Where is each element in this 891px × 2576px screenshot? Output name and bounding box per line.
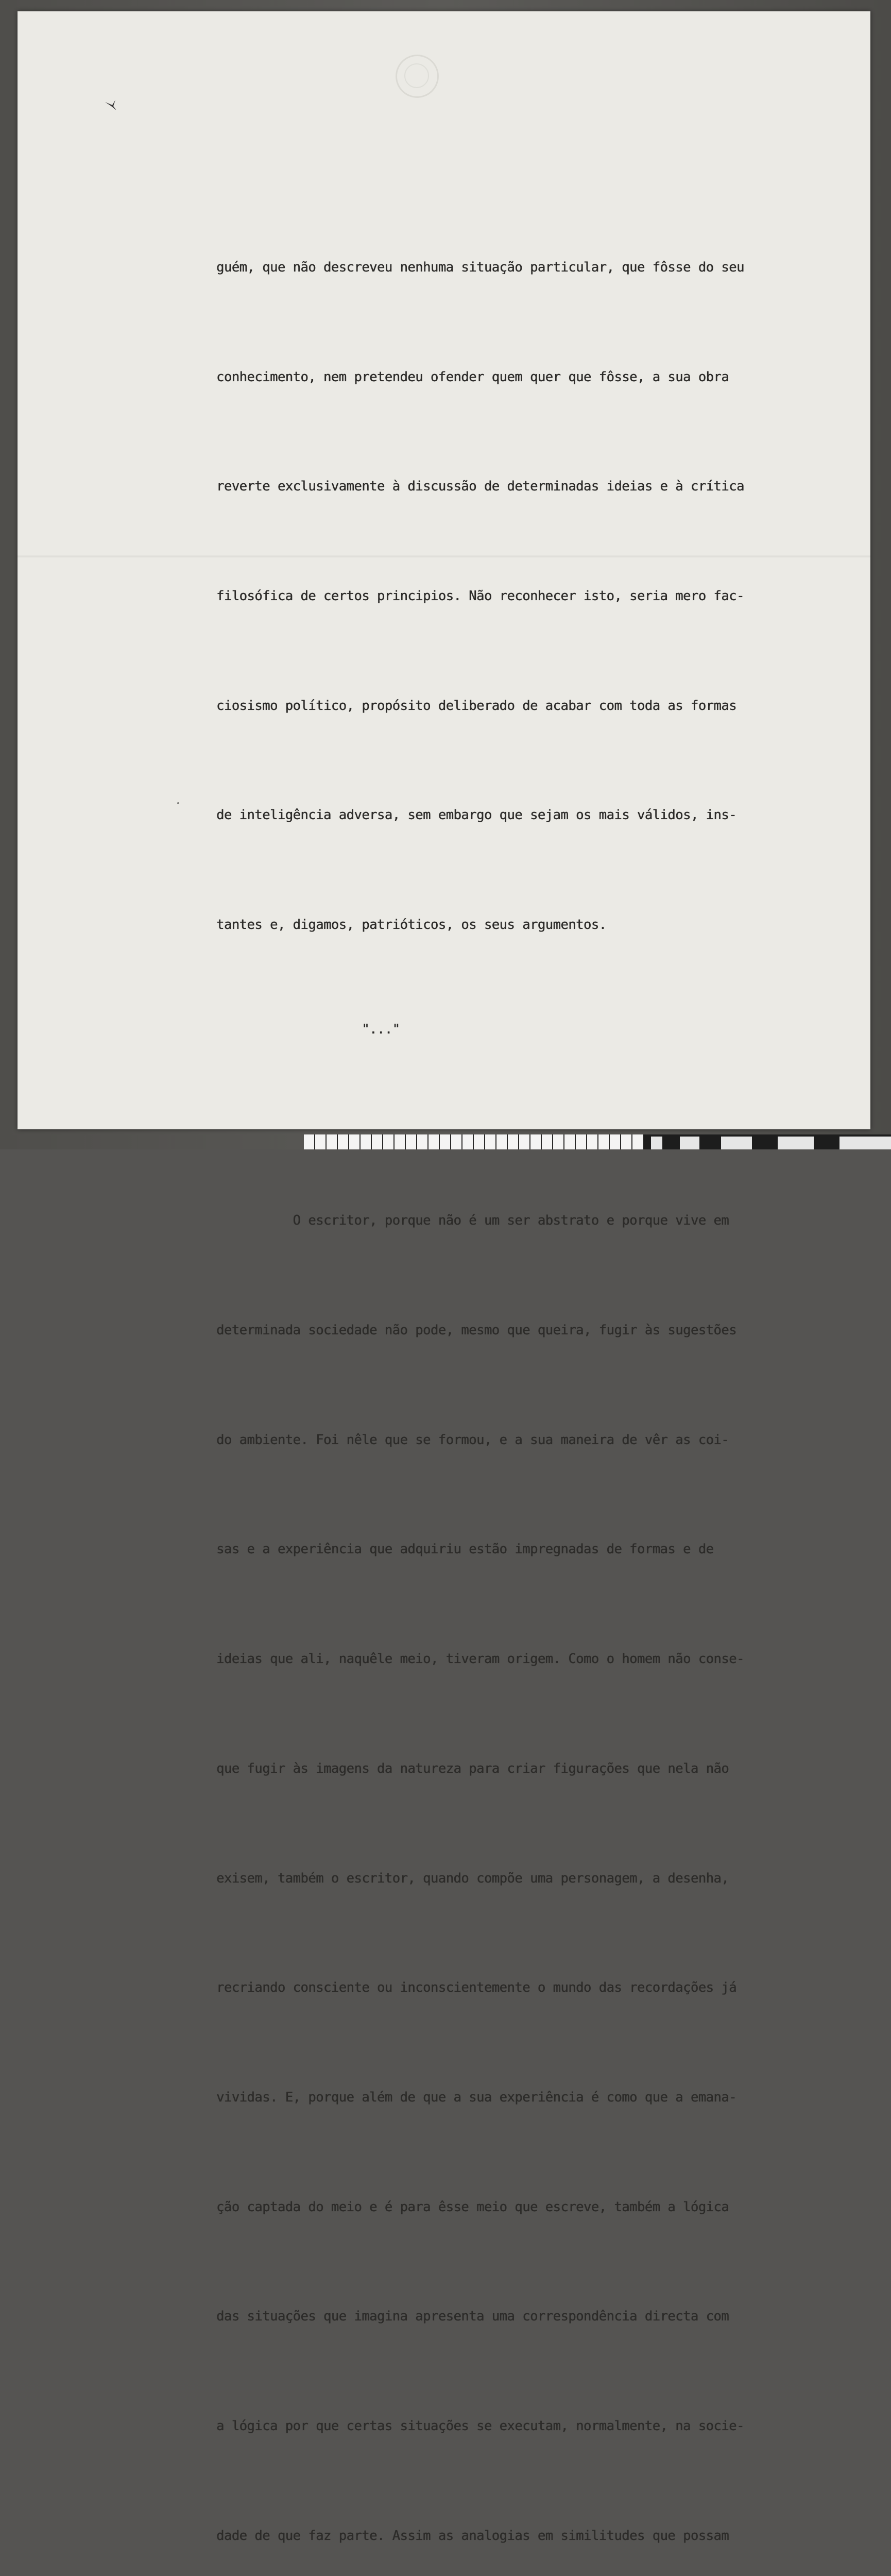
text-line: dade de que faz parte. Assim as analogias em similitudes que possam	[216, 2528, 729, 2544]
text-line: determinada sociedade não pode, mesmo que queira, fugir às sugestões	[216, 1323, 736, 1338]
text-line: das situações que imagina apresenta uma correspondência directa com	[216, 2309, 729, 2325]
typescript-body	[216, 176, 834, 2576]
typewritten-page	[18, 11, 870, 2544]
text-line: guém, que não descreveu nenhuma situação particular, que fôsse do seu	[216, 259, 744, 275]
paragraph-start-line: O escritor, porque não é um ser abstrato e porque vive em	[216, 1213, 729, 1229]
text-line: ção captada do meio e é para êsse meio que escreve, também a lógica	[216, 2199, 729, 2215]
text-line: filosófica de certos principios. Não reconhecer isto, seria mero fac-	[216, 588, 744, 604]
closing-quote-line: "..."	[216, 1021, 400, 1037]
text-line: do ambiente. Foi nêle que se formou, e a sua maneira de vêr as coi-	[216, 1432, 729, 1448]
text-line: ideias que ali, naquêle meio, tiveram origem. Como o homem não conse-	[216, 1651, 744, 1667]
text-line: ciosismo político, propósito deliberado de acabar com toda as formas	[216, 698, 736, 714]
text-line: tantes e, digamos, patrióticos, os seus argumentos.	[216, 917, 607, 933]
text-line: que fugir às imagens da natureza para criar figurações que nela não	[216, 1760, 729, 1776]
scale-ruler-block	[644, 1134, 891, 1149]
text-line: de inteligência adversa, sem embargo que sejam os mais válidos, ins-	[216, 807, 736, 823]
text-line: vividas. E, porque além de que a sua experiência é como que a emana-	[216, 2089, 736, 2105]
ink-speck	[177, 802, 179, 804]
text-line: conhecimento, nem pretendeu ofender quem quer que fôsse, a sua obra	[216, 369, 729, 385]
text-line: sas e a experiência que adquiriu estão impregnadas de formas e de	[216, 1541, 714, 1557]
text-line: exisem, também o escritor, quando compõe uma personagem, a desenha,	[216, 1870, 729, 1886]
text-line: recriando consciente ou inconscientemente o mundo das recordações já	[216, 1980, 736, 1996]
faded-stamp-mark	[396, 55, 439, 98]
text-line: reverte exclusivamente à discussão de determinadas ideias e à crítica	[216, 479, 744, 495]
blank-line	[216, 1115, 834, 1130]
text-line: a lógica por que certas situações se executam, normalmente, na socie-	[216, 2418, 744, 2434]
corner-tick-mark	[104, 99, 119, 114]
